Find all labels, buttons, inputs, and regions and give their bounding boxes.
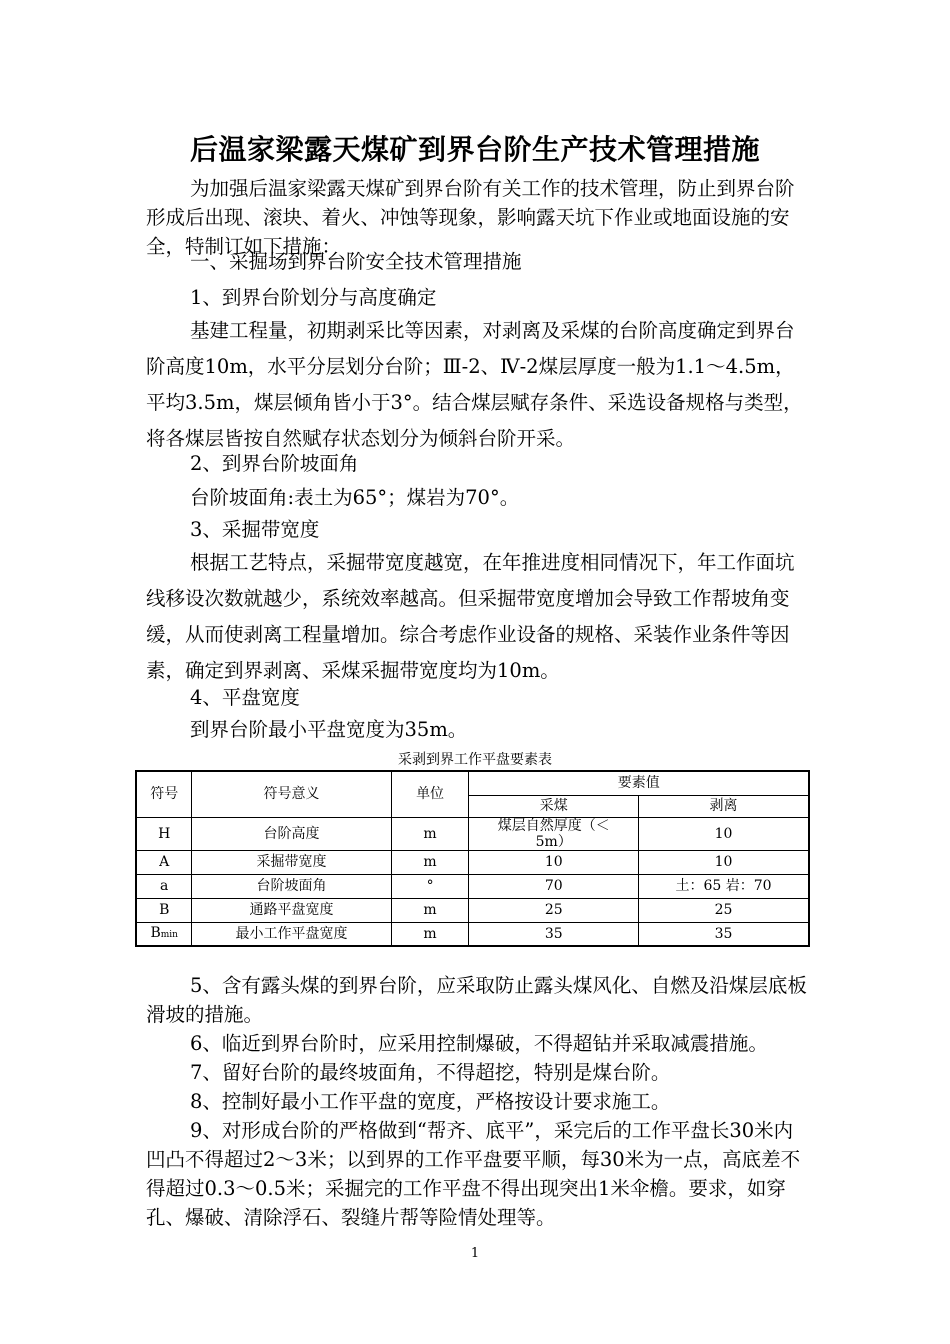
- header-value: 要素值: [469, 771, 809, 795]
- paragraph-4: 到界台阶最小平盘宽度为35m。: [190, 718, 468, 741]
- table-row: [136, 922, 809, 946]
- page-number: 1: [470, 1246, 480, 1261]
- cell-meaning: 通路平盘宽度: [192, 898, 391, 922]
- symbol-subscript: min: [160, 929, 178, 940]
- paragraph-2: 台阶坡面角:表土为65°；煤岩为70°。: [190, 486, 520, 509]
- cell-coal: 25: [469, 898, 639, 922]
- cell-strip: 10: [639, 850, 809, 874]
- cell-unit: m: [391, 817, 469, 850]
- cell-meaning: 台阶坡面角: [192, 874, 391, 898]
- header-unit: 单位: [391, 771, 469, 817]
- table-row: [136, 817, 809, 850]
- list-item-7: 7、留好台阶的最终坡面角，不得超挖，特别是煤台阶。: [190, 1061, 671, 1084]
- header-coal: 采煤: [469, 795, 639, 817]
- cell-unit: m: [391, 850, 469, 874]
- table-row: [136, 898, 809, 922]
- header-meaning: 符号意义: [192, 771, 391, 817]
- cell-meaning: 采掘带宽度: [192, 850, 391, 874]
- paragraph-1: 基建工程量，初期剥采比等因素，对剥离及采煤的台阶高度确定到界台阶高度10m，水平分层划分台阶；Ⅲ-2、Ⅳ-2煤层厚度一般为1.1～4.5m，平均3.5m，煤层倾角皆小于3°。结合煤层赋存条件、采选设备规格与类型，将各煤层皆按自然赋存状态划分为倾斜台阶开采。: [146, 319, 803, 450]
- elements-table: [135, 770, 810, 947]
- cell-strip: 35: [639, 922, 809, 946]
- cell-strip: 25: [639, 898, 809, 922]
- document-title: 后温家梁露天煤矿到界台阶生产技术管理措施: [189, 133, 760, 166]
- subheading-3: 3、采掘带宽度: [190, 518, 320, 541]
- cell-coal: 煤层自然厚度（＜5m）: [469, 817, 639, 850]
- header-strip: 剥离: [639, 795, 809, 817]
- subheading-1: 1、到界台阶划分与高度确定: [190, 286, 437, 309]
- paragraph-3: 根据工艺特点，采掘带宽度越宽，在年推进度相同情况下，年工作面坑线移设次数就越少，系统效率越高。但采掘带宽度增加会导致工作帮坡角变缓，从而使剥离工程量增加。综合考虑作业设备的规格、采装作业条件等因素，确定到界剥离、采煤采掘带宽度均为10m。: [146, 551, 795, 682]
- table-row: [136, 850, 809, 874]
- table-caption: 采剥到界工作平盘要素表: [398, 752, 552, 768]
- cell-meaning: 最小工作平盘宽度: [192, 922, 391, 946]
- cell-unit: m: [391, 898, 469, 922]
- cell-symbol: A: [136, 850, 192, 874]
- table-header-row: [136, 771, 809, 795]
- intro-paragraph: 为加强后温家梁露天煤矿到界台阶有关工作的技术管理，防止到界台阶形成后出现、滚块、着火、冲蚀等现象，影响露天坑下作业或地面设施的安全，特制订如下措施：: [146, 177, 795, 258]
- list-item-9: 9、对形成台阶的严格做到“帮齐、底平”，采完后的工作平盘长30米内凹凸不得超过2～3米；以到界的工作平盘要平顺，每30米为一点，高底差不得超过0.3～0.5米；采掘完的工作平盘不得出现突出1米伞檐。要求，如穿孔、爆破、清除浮石、裂缝片帮等险情处理等。: [146, 1119, 801, 1229]
- cell-meaning: 台阶高度: [192, 817, 391, 850]
- cell-symbol: a: [136, 874, 192, 898]
- cell-symbol: B: [136, 898, 192, 922]
- header-symbol: 符号: [136, 771, 192, 817]
- cell-symbol: H: [136, 817, 192, 850]
- list-item-8: 8、控制好最小工作平盘的宽度，严格按设计要求施工。: [190, 1090, 671, 1113]
- section-heading: 一、采掘场到界台阶安全技术管理措施: [190, 250, 522, 273]
- list-item-6: 6、临近到界台阶时，应采用控制爆破，不得超钻并采取减震措施。: [190, 1032, 768, 1055]
- cell-coal: 10: [469, 850, 639, 874]
- cell-coal: 70: [469, 874, 639, 898]
- cell-strip: 土：65 岩：70: [639, 874, 809, 898]
- table-row: [136, 874, 809, 898]
- list-item-5: 5、含有露头煤的到界台阶，应采取防止露头煤风化、自燃及沿煤层底板滑坡的措施。: [146, 974, 807, 1026]
- cell-unit: m: [391, 922, 469, 946]
- symbol-main: B: [150, 924, 161, 941]
- cell-unit: °: [391, 874, 469, 898]
- cell-coal: 35: [469, 922, 639, 946]
- cell-symbol: [136, 922, 192, 946]
- subheading-4: 4、平盘宽度: [190, 686, 300, 709]
- subheading-2: 2、到界台阶坡面角: [190, 452, 359, 475]
- cell-strip: 10: [639, 817, 809, 850]
